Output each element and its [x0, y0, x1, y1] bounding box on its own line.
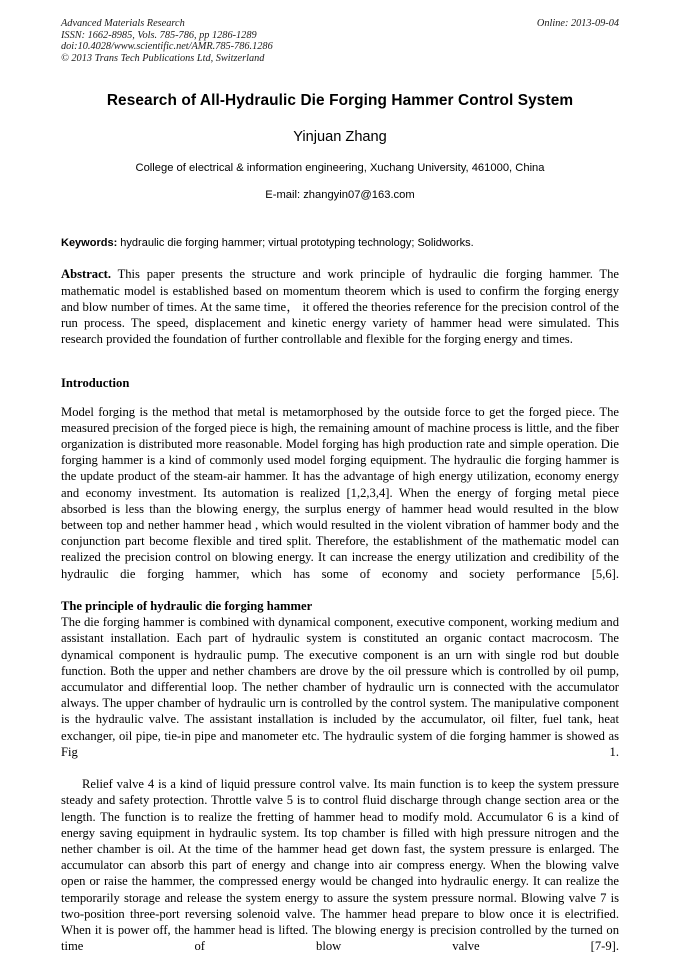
journal-issn-line: ISSN: 1662-8985, Vols. 785-786, pp 1286-1289	[61, 29, 257, 41]
author-name: Yinjuan Zhang	[293, 129, 387, 146]
journal-copyright-line: © 2013 Trans Tech Publications Ltd, Switzerland	[61, 52, 265, 64]
abstract-label: Abstract.	[61, 267, 112, 282]
abstract-paragraph	[61, 266, 619, 347]
keywords-text: hydraulic die forging hammer; virtual prototyping technology; Solidworks.	[117, 237, 474, 250]
section-heading-principle: The principle of hydraulic die forging hammer	[61, 599, 313, 614]
section-heading-introduction: Introduction	[61, 376, 130, 391]
page-title: Research of All-Hydraulic Die Forging Hammer Control System	[106, 92, 574, 110]
keywords-label: Keywords:	[61, 237, 118, 250]
author-email: E-mail: zhangyin07@163.com	[265, 189, 415, 202]
section-principle-paragraph-1: The die forging hammer is combined with dynamical component, executive component, working medium and assistant installation. Each part of hydraulic system is constituted an organic contact macrocosm. The dynamical component is hydraulic pump. The executive component is an urn with single rod but double function. Both the upper and nether chambers are drove by the oil pressure which is controlled by oil pump, accumulator and differential loop. The nether chamber of hydraulic urn is connected with the accumulator always. The upper chamber of hydraulic urn is controlled by the control system. The manipulative component is the hydraulic valve. The assistant installation is included by the accumulator, oil filter, fuel tank, heat exchanger, oil pipe, tie-in pipe and manometer etc. The hydraulic system of die forging hammer is showed as Fig 1.	[61, 615, 619, 759]
section-principle-paragraph-2: Relief valve 4 is a kind of liquid pressure control valve. Its main function is to keep the system pressure steady and safety protection. Throttle valve 5 is to control fluid discharge through change section area or the length. The function is to realize the fretting of hammer head to modify mold. Accumulator 6 is a kind of energy saving equipment in hydraulic system. Its top chamber is filled with high pressure nitrogen and the nether chamber is oil. At the time of the hammer head get down fast, the system pressure is enlarged. The accumulator can absorb this part of energy and change into air compress energy. When the blowing valve open or raise the hammer, the compressed energy would be changed into hydraulic energy. It can realize the temporarily storage and release the system energy to assure the system pressure normal. Blowing valve 7 is two-position three-port reversing solenoid valve. The hammer head prepare to blow once it is electrified. When it is power off, the hammer head is lifted. The blowing energy is precision controlled by the turned on time of blow valve [7-9].	[61, 777, 619, 954]
author-affiliation: College of electrical & information engineering, Xuchang University, 461000, China	[135, 162, 545, 175]
abstract-text: This paper presents the structure and work principle of hydraulic die forging hammer. The mathematic model is established based on momentum theorem which is used to confirm the forging energy and blow number of times. At the same time， it offered the theories reference for the precision control of the run process. The speed, displacement and kinetic energy variety of hammer head were simulated. This research provided the foundation of further controllable and flexible for the forging energy and times.	[61, 267, 619, 347]
title-block	[61, 91, 619, 202]
keywords-line	[61, 236, 619, 250]
online-publication-date: Online: 2013-09-04	[536, 18, 619, 29]
journal-name: Advanced Materials Research	[61, 18, 185, 29]
section-introduction-paragraph-1: Model forging is the method that metal is metamorphosed by the outside force to get the forged piece. The measured precision of the forged piece is high, the remaining amount of machine process is little, and the fiber organization is distributed more reasonable. Model forging has high production rate and simple operation. Die forging hammer is a kind of commonly used model forging equipment. The hydraulic die forging hammer is the update product of the steam-air hammer. It has the advantage of high energy utilization, economy energy and economy investment. Its automation is realized [1,2,3,4]. When the energy of forging metal piece absorbed is less than the blowing energy, the surplus energy of hammer head would resulted in the blow between top and nether hammer head , which would resulted in the violent vibration of hammer body and the conjunction part become flexible and tired split. Therefore, the establishment of the mathematic model can realized the precision control on blowing energy. It can increase the energy utilization and credibility of the hydraulic die forging hammer, which has some of economy and society performance [5,6].	[61, 404, 619, 581]
journal-header	[61, 18, 619, 64]
journal-doi-line: doi:10.4028/www.scientific.net/AMR.785-786.1286	[61, 41, 273, 53]
